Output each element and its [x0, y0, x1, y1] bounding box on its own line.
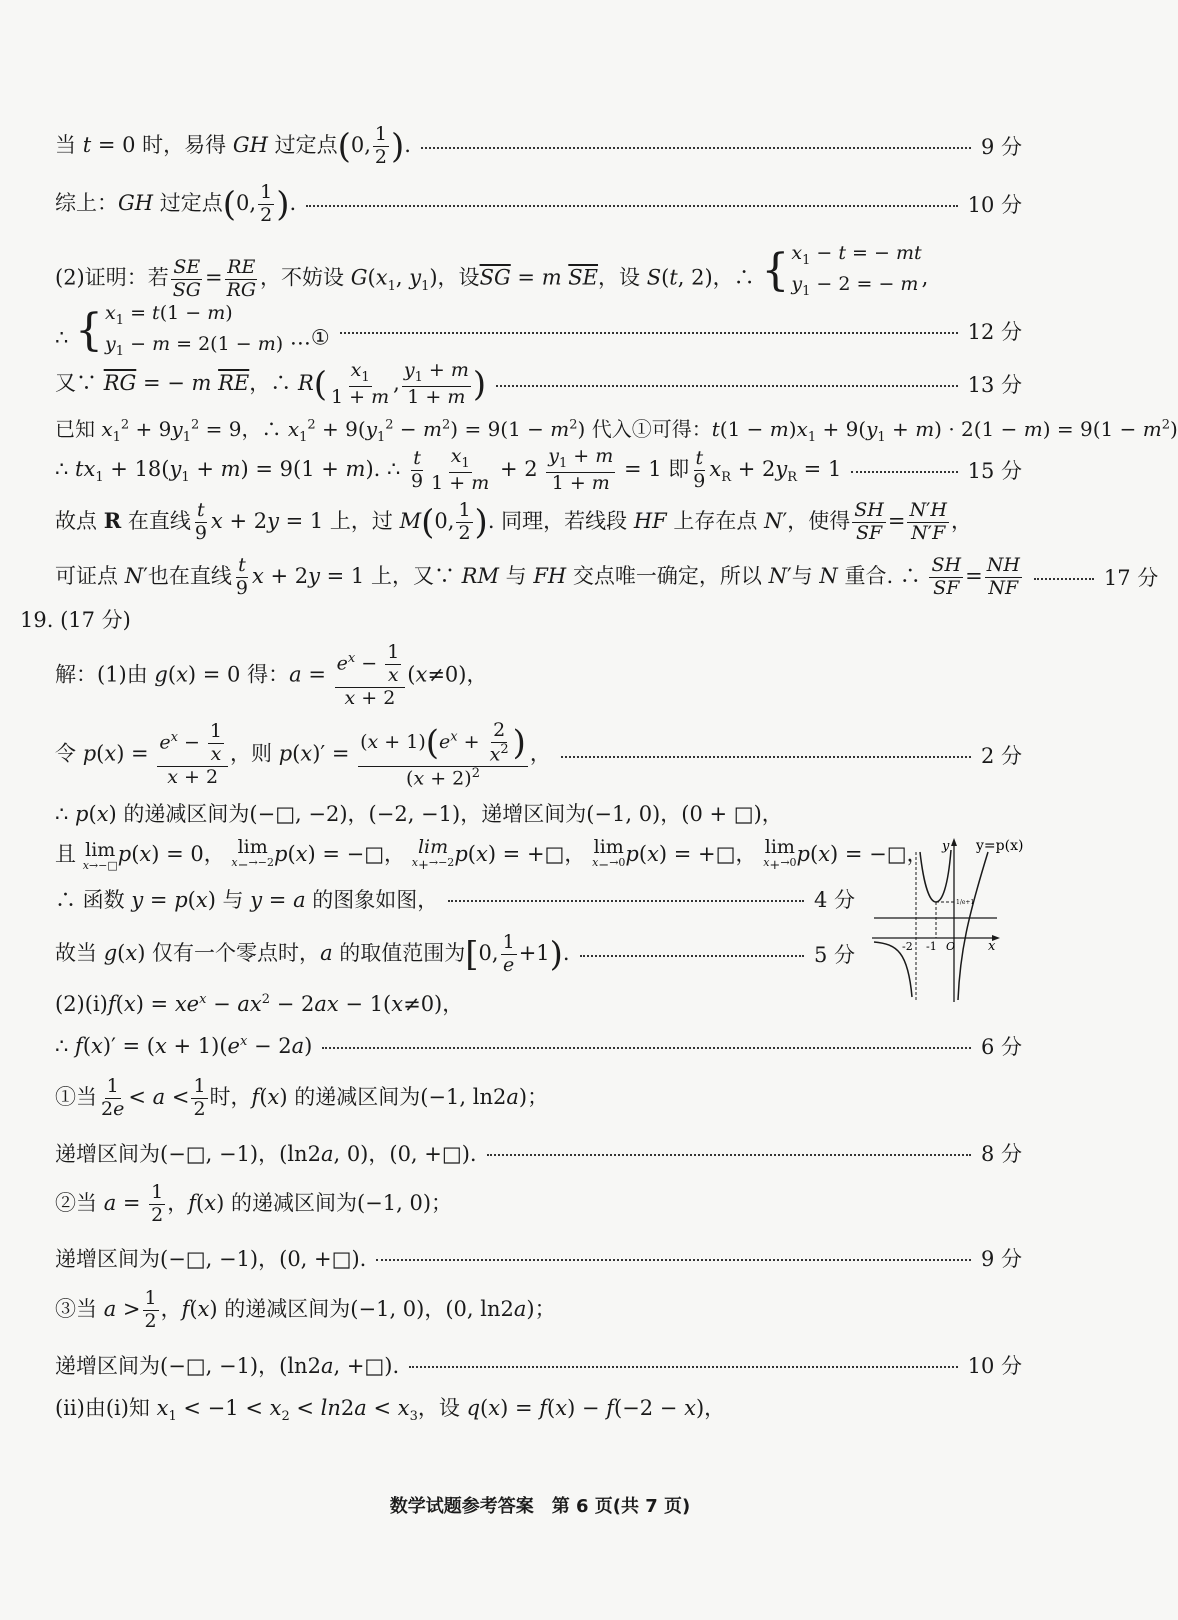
line-6-text: 已知 $x_1^2 + 9y_1^2 = 9$，∴ $x_1^2 + 9(y_1^2 - m^2) = 9(1 - m^2)$ 代入①可得：$t(1 - m)x_1 + 9(y_1 + m) \cdot 2(1 - m) = 9(1 - m^2)$ — [55, 417, 1178, 445]
x-axis-label: x — [988, 939, 996, 954]
line-11-score: 2 分 — [980, 744, 1022, 769]
line-4-score: 12 分 — [967, 319, 1022, 344]
dot-leader — [851, 471, 957, 473]
dot-leader — [487, 1154, 971, 1156]
dot-leader — [1034, 578, 1094, 580]
line-16 — [55, 988, 463, 1018]
line-13-text: 且 lim x→−□ p(x) = 0， lim $x_-\to-2$ p(x) = −□， lim $x_+\to-2$ p(x) = +□， lim $x_-\to 0$ p(x) = +□， lim $x_+\to 0$ p(x) = −□， — [55, 836, 928, 874]
line-22 — [55, 1288, 556, 1333]
line-20-text: ②当 a = $\frac{1}{2}$ ，f(x) 的递减区间为(−1, 0)； — [55, 1181, 453, 1226]
dot-leader — [340, 332, 958, 334]
line-21 — [55, 1243, 1022, 1273]
dot-leader — [409, 1366, 957, 1368]
line-8-text: 故点 R 在直线 $\frac{t}{9}$ x + 2y = 1 上，过 M(0, $\frac{1}{2}$ ). 同理，若线段 HF 上存在点 N′，使得 $\frac{SH}{SF}$ = $\frac{N'H}{N'F}$ ， — [55, 499, 972, 544]
dot-leader — [322, 1047, 971, 1049]
line-19 — [55, 1138, 1022, 1168]
line-22-text: ③当 a > $\frac{1}{2}$ ，f(x) 的递减区间为(−1, 0)，(0, ln2a)； — [55, 1287, 556, 1332]
line-7-text: ∴ $tx_1 + 18(y_1 + m) = 9(1 + m)$. ∴ $\frac{t}{9}$ $\frac{x_1}{1 + m}$ + 2 $\frac{y_1 + m}{1 + m}$ = 1 即 $\frac{t}{9}$ $x_R + 2y_R = 1$ — [55, 445, 842, 494]
line-4 — [55, 300, 1022, 361]
line-5-text: 又∵ $\overline{RG}$ = − m $\overline{RE}$，∴ R( $\frac{x_1}{1 + m}$ , $\frac{y_1 + m}{1 + m}$ ) — [55, 359, 487, 408]
y-axis-arrow — [951, 838, 957, 846]
line-21-score: 9 分 — [980, 1247, 1022, 1271]
line-16-text: (2)(ⅰ)f(x) = $xe^x - ax^2 - 2ax - 1(x\ne 0)$， — [55, 992, 464, 1016]
curve-middle-branch — [920, 850, 951, 902]
line-23 — [55, 1350, 1022, 1380]
tick-minus-2: -2 — [902, 940, 913, 953]
dot-leader — [306, 205, 957, 207]
line-2 — [55, 182, 1022, 227]
line-9 — [55, 554, 1159, 600]
question-19 — [20, 604, 131, 634]
line-17-text: ∴ $f(x)' = (x + 1)(e^x - 2a)$ — [55, 1034, 313, 1058]
line-7 — [55, 446, 1022, 495]
line-19-score: 8 分 — [980, 1142, 1022, 1166]
line-15 — [55, 932, 855, 977]
question-19-title: 19. (17 分) — [20, 608, 131, 632]
line-14 — [55, 884, 855, 914]
page-footer: 数学试题参考答案 第 6 页(共 7 页) — [389, 1496, 691, 1517]
line-21-text: 递增区间为(−□, −1)，(0, +□). — [55, 1247, 367, 1271]
dot-leader — [421, 147, 971, 149]
dot-leader — [376, 1259, 971, 1261]
curve-right-branch — [958, 852, 988, 1000]
line-12-text: ∴ p(x) 的递减区间为(−□, −2)，(−2, −1)，递增区间为(−1, 0)，(0 + □)， — [55, 802, 783, 826]
line-3 — [55, 240, 928, 301]
line-14-score: 4 分 — [813, 888, 855, 912]
line-24 — [55, 1392, 725, 1424]
line-12 — [55, 798, 783, 828]
dot-leader — [448, 900, 804, 902]
line-3-text: (2)证明：若 $\frac{SE}{SG}$ = $\frac{RE}{RG}$ ，不妨设 $G(x_1$, $y_1$)，设$\overline{SG} = m$ $\overline{SE}$，设 S(t, 2)，∴ { $x_1 - t$ = − mt $y_1 - 2$ = − m , — [55, 242, 929, 301]
line-11 — [55, 720, 1022, 790]
line-15-score: 5 分 — [813, 943, 855, 968]
line-2-score: 10 分 — [967, 193, 1022, 218]
line-1-score: 9 分 — [980, 135, 1022, 160]
line-24-text: (ⅱ)由(ⅰ)知 $x_1 < -1 < x_2 < \ln 2a < x_3$，设 q(x) = f(x) − f(−2 − x)， — [55, 1396, 726, 1425]
line-19-text: 递增区间为(−□, −1)，(ln2a, 0)，(0, +□). — [55, 1142, 477, 1166]
line-11-text: 令 p(x) = $e^x$ − $\frac{1}{x}$ x + 2 ，则 p(x)′ = $(x + 1)(e^x$ + $\frac{2}{x^2}$ ) $(x + 2)^2$ ， — [55, 719, 551, 790]
line-10-text: 解：(1)由 g(x) = 0 得：a = $e^x$ − $\frac{1}{x}$ x + 2 (x≠0)， — [55, 641, 488, 709]
line-14-text: ∴ 函数 y = p(x) 与 y = a 的图象如图， — [55, 888, 439, 912]
graph-p-of-x — [872, 832, 1032, 1002]
line-6 — [55, 413, 1178, 445]
line-13 — [55, 838, 928, 873]
line-20 — [55, 1182, 452, 1227]
line-15-text: 故当 g(x) 仅有一个零点时，a 的取值范围为[0, $\frac{1}{e}$ +1). — [55, 931, 570, 976]
min-value-label: 1/e+1 — [956, 899, 975, 906]
line-9-score: 17 分 — [1103, 566, 1159, 591]
line-1 — [55, 124, 1022, 169]
line-18 — [55, 1076, 548, 1121]
y-axis-label: y — [942, 839, 950, 854]
line-1-text: 当 t = 0 时，易得 GH 过定点(0, $\frac{1}{2}$ ). — [55, 123, 411, 168]
line-5 — [55, 360, 1022, 409]
curve-label: y=p(x) — [976, 838, 1024, 854]
line-23-text: 递增区间为(−□, −1)，(ln2a, +□). — [55, 1354, 400, 1378]
line-4-text: ∴ { $x_1 = t(1 - m)$ $y_1 - m = 2(1 - m)$ …① — [55, 302, 330, 359]
line-17-score: 6 分 — [980, 1035, 1022, 1059]
line-10 — [55, 642, 487, 710]
line-8 — [55, 500, 972, 545]
dot-leader — [496, 385, 957, 387]
dot-leader — [561, 756, 971, 758]
dot-leader — [580, 955, 804, 957]
line-18-text: ①当 $\frac{1}{2e}$ < a < $\frac{1}{2}$ 时，f(x) 的递减区间为(−1, ln2a)； — [55, 1075, 549, 1120]
line-17 — [55, 1031, 1022, 1061]
line-9-text: 可证点 N′也在直线 $\frac{t}{9}$ x + 2y = 1 上，又∵ RM 与 FH 交点唯一确定，所以 N′与 N 重合. ∴ $\frac{SH}{SF}$ = $\frac{NH}{NF}$ — [55, 554, 1020, 599]
line-5-score: 13 分 — [967, 373, 1022, 398]
tick-minus-1: -1 — [926, 940, 937, 953]
origin-label: O — [946, 940, 956, 953]
line-23-score: 10 分 — [967, 1354, 1022, 1378]
line-7-score: 15 分 — [967, 459, 1022, 484]
line-2-text: 综上：GH 过定点(0, $\frac{1}{2}$ ). — [55, 181, 297, 226]
